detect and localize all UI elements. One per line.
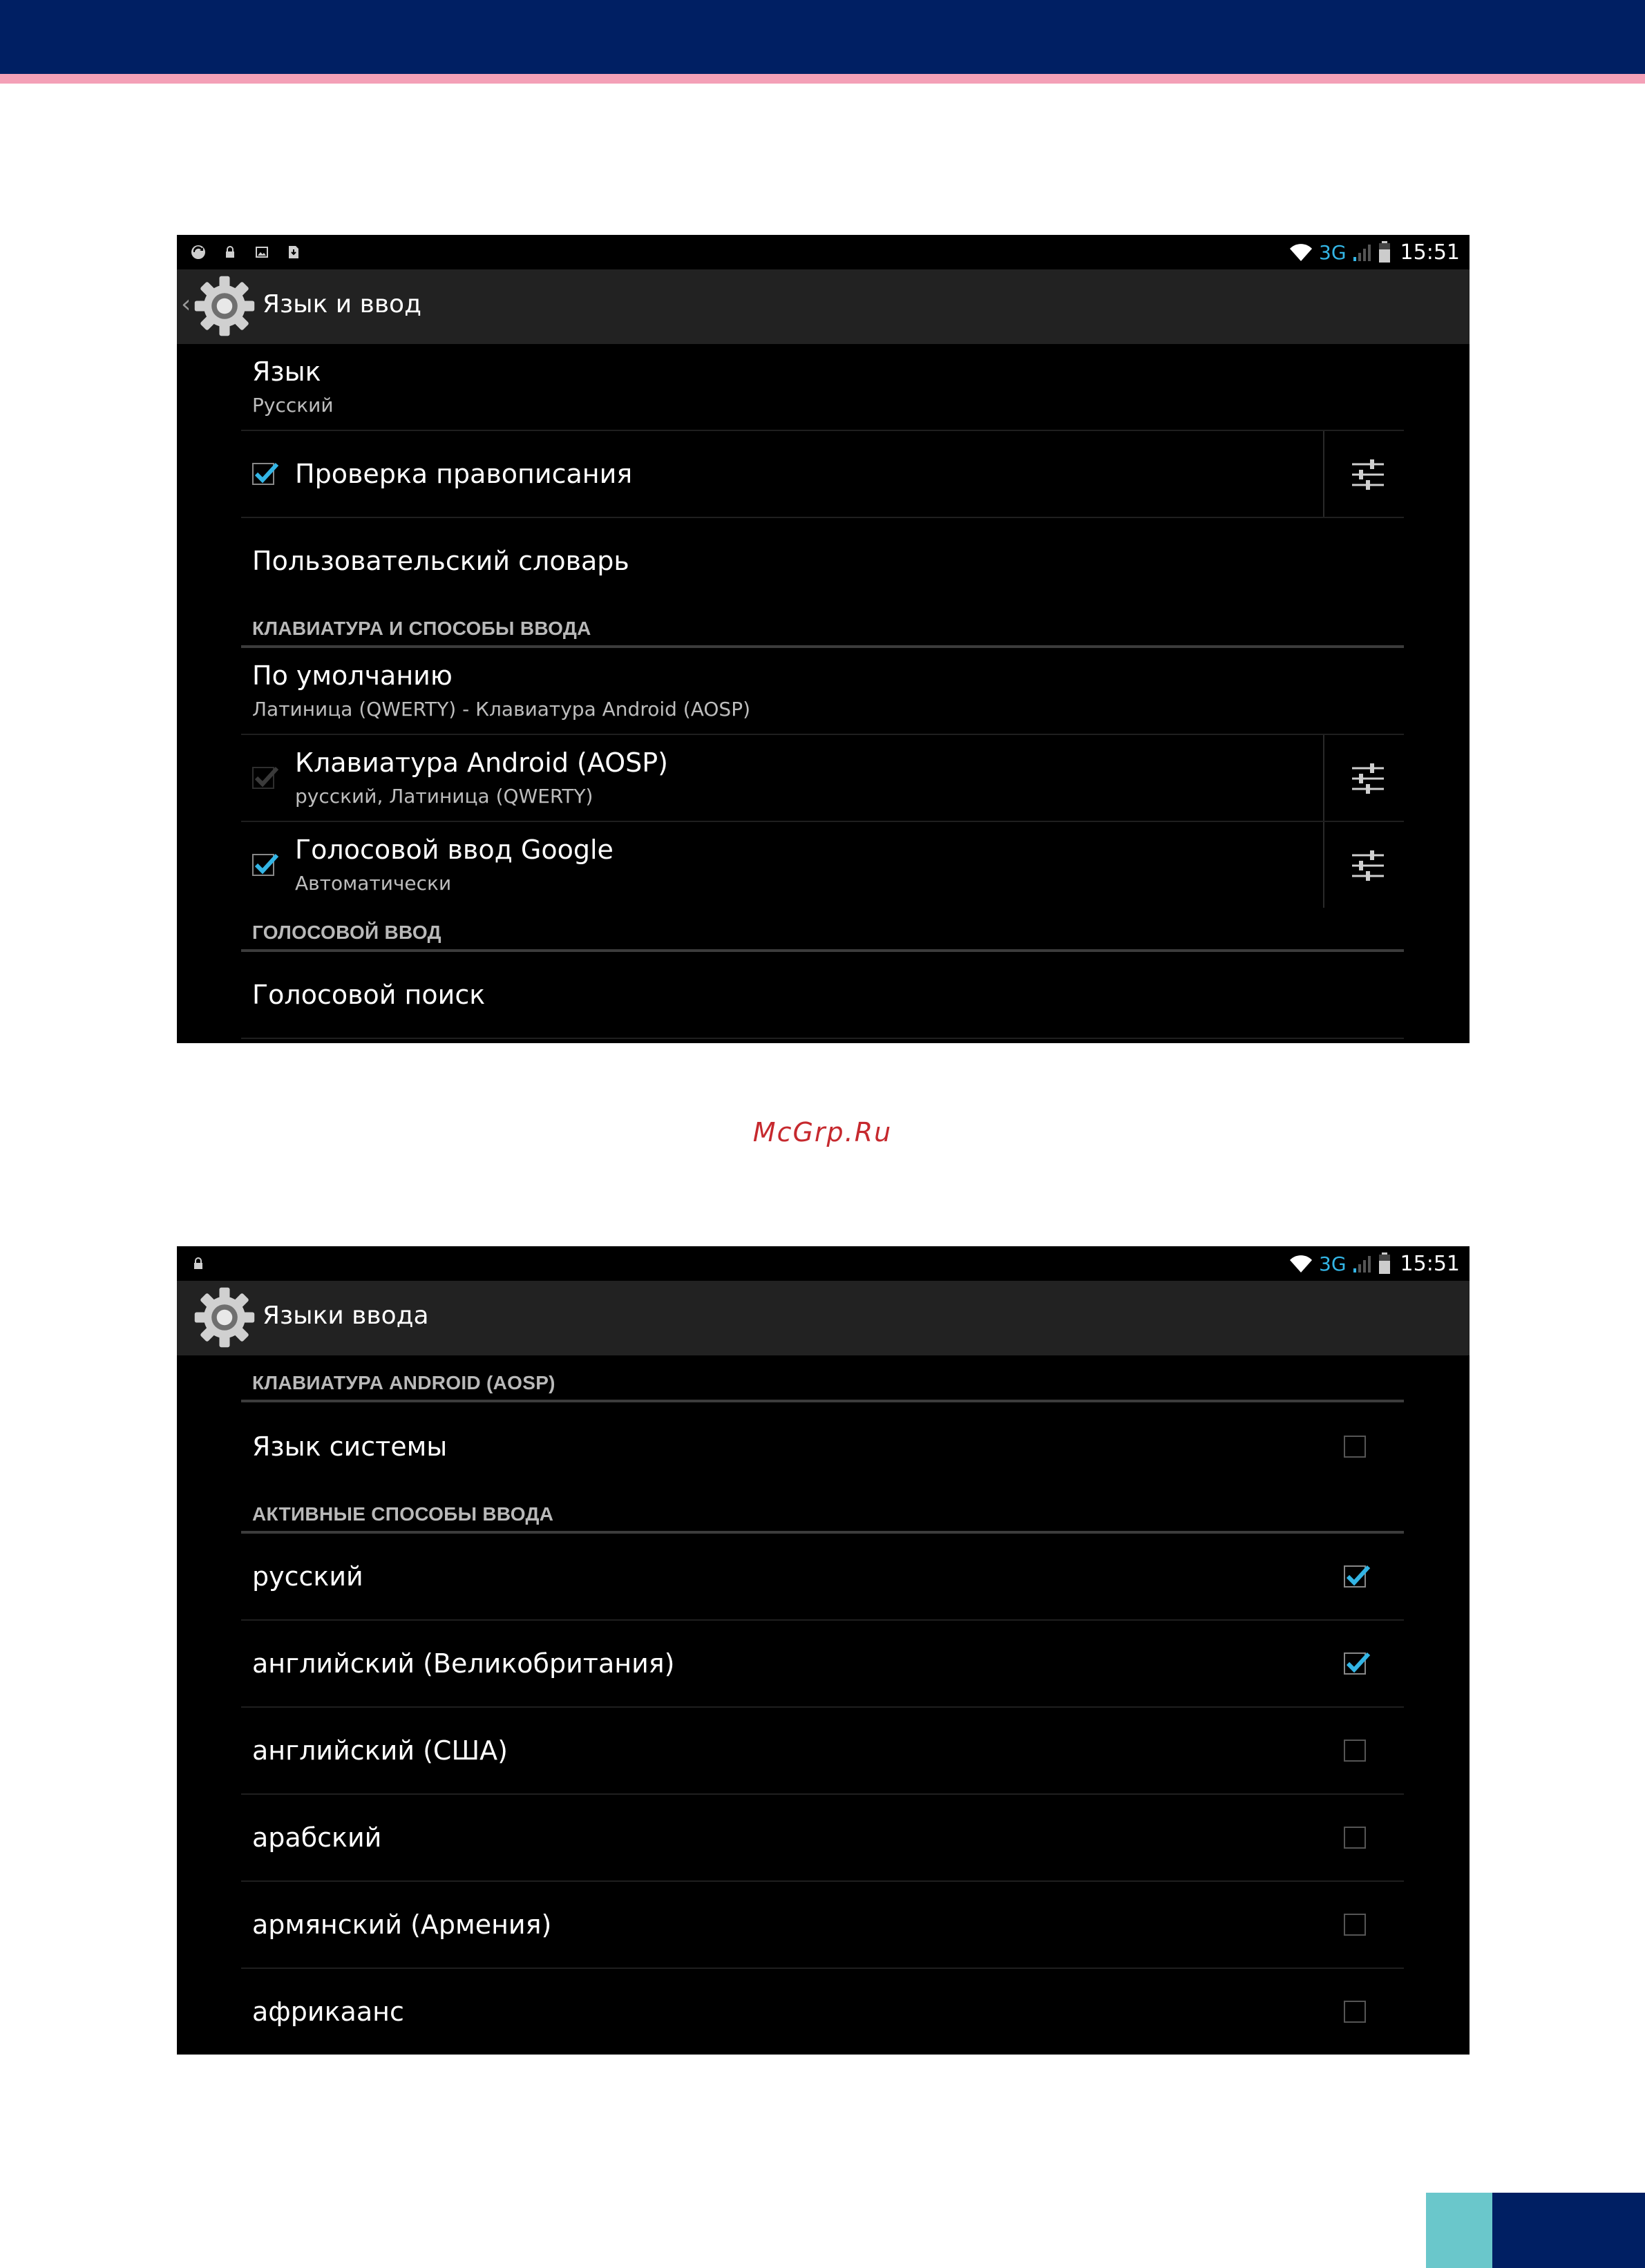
section-active-methods-header: [241, 1489, 1404, 1534]
signal-icon: [1352, 1253, 1373, 1274]
language-item-title: английский (США): [252, 1735, 508, 1766]
page-corner-teal-block: [1426, 2193, 1492, 2268]
checkmark-icon: [252, 763, 280, 790]
language-item-arabic[interactable]: [241, 1795, 1404, 1882]
settings-gear-icon[interactable]: [192, 274, 257, 339]
back-arrow-icon[interactable]: ‹: [181, 290, 191, 318]
default-keyboard-item[interactable]: [241, 648, 1404, 735]
screenshot-language-input: [177, 235, 1470, 1043]
language-value: Русский: [252, 394, 334, 417]
language-item-checkbox[interactable]: [1344, 1740, 1366, 1762]
language-item-title: английский (Великобритания): [252, 1648, 675, 1679]
section-keyboard-header: [241, 604, 1404, 648]
google-voice-checkbox[interactable]: [252, 854, 274, 876]
clock: 15:51: [1400, 1251, 1460, 1276]
language-item-checkbox[interactable]: [1344, 1652, 1366, 1675]
spellcheck-title: Проверка правописания: [295, 459, 633, 489]
watermark: McGrp.Ru: [752, 1117, 893, 1147]
checkmark-icon: [252, 459, 280, 486]
section-voice-header: [241, 908, 1404, 952]
language-item[interactable]: [241, 344, 1404, 431]
image-icon: [253, 243, 271, 261]
checkmark-icon: [1344, 1648, 1371, 1676]
language-item-afrikaans[interactable]: [241, 1969, 1404, 2055]
android-keyboard-item[interactable]: [241, 735, 1404, 822]
section-active-methods-label: АКТИВНЫЕ СПОСОБЫ ВВОДА: [252, 1503, 554, 1525]
status-bar: [177, 1246, 1470, 1281]
spellcheck-settings-button[interactable]: [1323, 431, 1404, 517]
sliders-icon: [1351, 848, 1385, 883]
language-item-checkbox[interactable]: [1344, 1565, 1366, 1588]
page-corner-navy-block: [1492, 2193, 1645, 2268]
sliders-icon: [1351, 761, 1385, 796]
lock-icon: [189, 1255, 207, 1273]
download-icon: [285, 243, 303, 261]
screenshot-input-languages: [177, 1246, 1470, 2055]
default-keyboard-value: Латиница (QWERTY) - Клавиатура Android (AOSP): [252, 698, 750, 721]
google-voice-settings-button[interactable]: [1323, 822, 1404, 908]
page-title: Языки ввода: [263, 1302, 429, 1330]
user-dictionary-title: Пользовательский словарь: [252, 546, 629, 576]
language-item-english-uk[interactable]: [241, 1621, 1404, 1708]
google-voice-item[interactable]: [241, 822, 1404, 908]
signal-icon: [1352, 242, 1373, 263]
google-voice-title: Голосовой ввод Google: [295, 835, 614, 865]
language-item-russian[interactable]: [241, 1534, 1404, 1621]
battery-icon: [1378, 1252, 1391, 1275]
language-item-title: армянский (Армения): [252, 1909, 552, 1940]
language-item-checkbox[interactable]: [1344, 1827, 1366, 1849]
sliders-icon: [1351, 457, 1385, 492]
clock: 15:51: [1400, 240, 1460, 265]
checkmark-icon: [252, 850, 280, 877]
android-keyboard-value: русский, Латиница (QWERTY): [295, 785, 593, 808]
network-type: 3G: [1319, 240, 1347, 264]
section-keyboard-label: КЛАВИАТУРА И СПОСОБЫ ВВОДА: [252, 618, 591, 639]
section-android-keyboard-label: КЛАВИАТУРА ANDROID (AOSP): [252, 1372, 555, 1393]
system-language-title: Язык системы: [252, 1431, 448, 1462]
default-keyboard-title: По умолчанию: [252, 660, 453, 691]
action-bar: [177, 1281, 1470, 1355]
language-item-checkbox[interactable]: [1344, 2001, 1366, 2023]
settings-gear-icon[interactable]: [192, 1285, 257, 1350]
language-item-english-us[interactable]: [241, 1708, 1404, 1795]
voice-search-title: Голосовой поиск: [252, 980, 486, 1010]
android-keyboard-checkbox: [252, 767, 274, 789]
network-type: 3G: [1319, 1252, 1347, 1275]
spellcheck-item[interactable]: [241, 431, 1404, 518]
page-header-stripe: [0, 74, 1645, 84]
language-title: Язык: [252, 356, 321, 387]
page-title: Язык и ввод: [263, 290, 421, 318]
language-item-title: русский: [252, 1561, 363, 1592]
system-language-item[interactable]: [241, 1402, 1404, 1489]
voice-search-item[interactable]: [241, 952, 1404, 1039]
battery-icon: [1378, 241, 1391, 263]
section-android-keyboard-header: [241, 1355, 1404, 1402]
user-dictionary-item[interactable]: [241, 518, 1404, 604]
lock-icon: [221, 243, 239, 261]
language-item-checkbox[interactable]: [1344, 1914, 1366, 1936]
status-bar: [177, 235, 1470, 269]
checkmark-icon: [1344, 1561, 1371, 1589]
system-language-checkbox[interactable]: [1344, 1436, 1366, 1458]
action-bar: [177, 269, 1470, 344]
wifi-icon: [1289, 242, 1313, 263]
language-item-title: арабский: [252, 1822, 382, 1853]
settings-list: [241, 344, 1404, 1039]
wifi-icon: [1289, 1253, 1313, 1274]
android-keyboard-settings-button[interactable]: [1323, 735, 1404, 821]
section-voice-label: ГОЛОСОВОЙ ВВОД: [252, 922, 441, 943]
page-header-band: [0, 0, 1645, 74]
android-keyboard-title: Клавиатура Android (AOSP): [295, 747, 668, 778]
language-item-armenian[interactable]: [241, 1882, 1404, 1969]
sync-icon: [189, 243, 207, 261]
spellcheck-checkbox[interactable]: [252, 463, 274, 485]
language-item-title: африкаанс: [252, 1997, 404, 2027]
google-voice-value: Автоматически: [295, 872, 452, 895]
input-languages-list: [241, 1355, 1404, 2055]
